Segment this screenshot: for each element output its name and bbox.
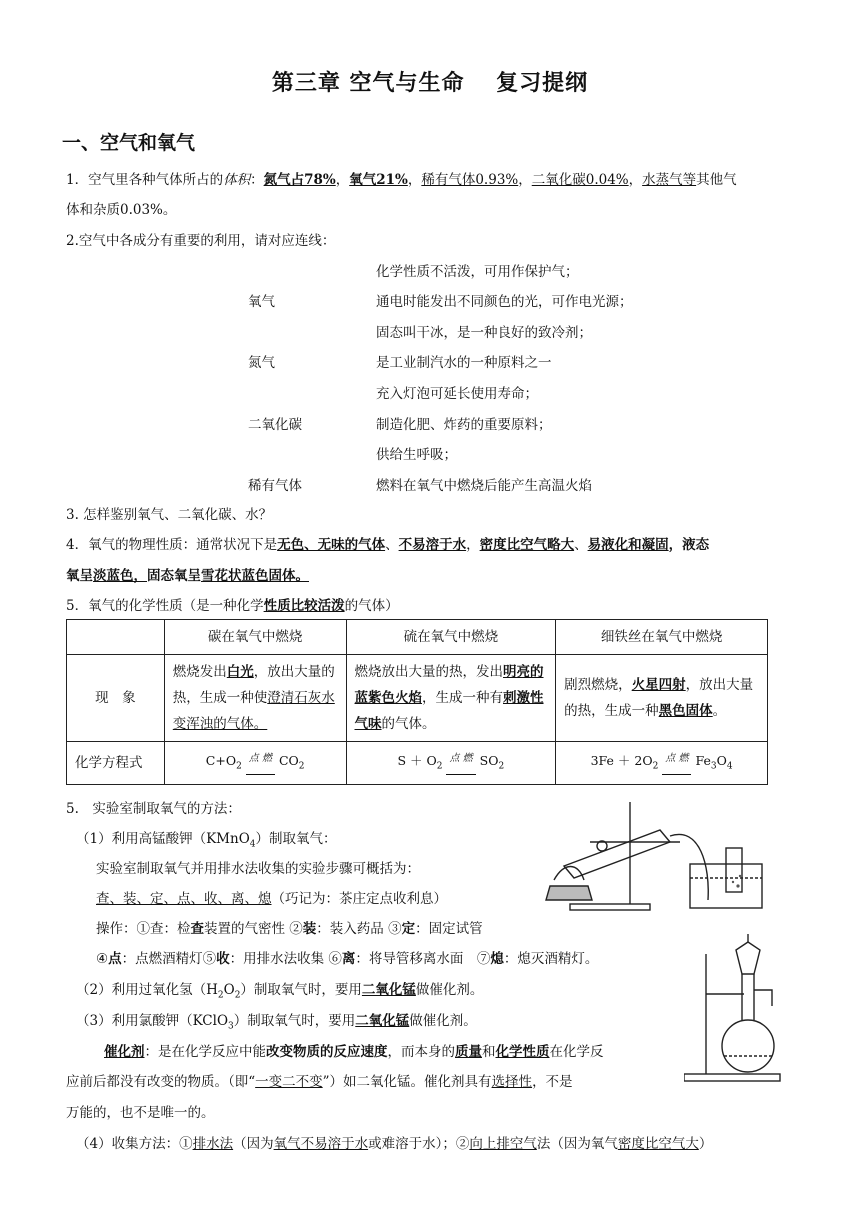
table-header: 细铁丝在氧气中燃烧 [556, 620, 768, 655]
kmno4-apparatus-figure [530, 796, 770, 916]
table-row [67, 655, 768, 742]
table-cell: 燃烧发出白光，放出大量的热，生成一种使澄清石灰水变浑浊的气体。 [164, 655, 346, 742]
match-right-item: 充入灯泡可延长使用寿命； [376, 386, 538, 402]
table-cell: 剧烈燃烧，火星四射，放出大量的热，生成一种黑色固体。 [556, 655, 768, 742]
method-1-steps: 查、装、定、点、收、离、熄（巧记为：茶庄定点收利息） [96, 891, 447, 907]
collection-methods: （4）收集方法：①排水法（因为氧气不易溶于水或难溶于水）；②向上排空气法（因为氧气密度比空气大） [76, 1136, 713, 1152]
table-cell: 燃烧放出大量的热，发出明亮的蓝紫色火焰，生成一种有刺激性气味的气体。 [346, 655, 556, 742]
method-3: （3）利用氯酸钾（KClO$_3$）制取氧气时，要用二氧化锰做催化剂。 [76, 1013, 477, 1032]
match-left-item: 二氧化碳 [248, 417, 302, 433]
equation-sulfur: $S + O_2$ 点 燃 $SO_2$ [346, 742, 556, 785]
match-left-item: 氮气 [248, 355, 275, 371]
section-5-title: 5. 实验室制取氧气的方法： [66, 801, 241, 817]
match-right-item: 化学性质不活泼，可用作保护气； [376, 264, 579, 280]
method-1: （1）利用高锰酸钾（KMnO$_4$）制取氧气： [76, 831, 337, 850]
match-right-item: 供给生呼吸； [376, 447, 457, 463]
method-1-desc: 实验室制取氧气并用排水法收集的实验步骤可概括为： [96, 861, 420, 877]
paragraph-4-line-1: 4．氧气的物理性质：通常状况下是无色、无味的气体、不易溶于水，密度比空气略大、易液化和凝固，液态 [66, 537, 710, 553]
oxygen-reaction-table [66, 619, 768, 785]
paragraph-3: 3. 怎样鉴别氧气、二氧化碳、水？ [66, 507, 273, 523]
row-label: 化学方程式 [67, 742, 165, 785]
paragraph-1-line-1: 1．空气里各种气体所占的体积：氮气占78%，氧气21%，稀有气体0.93%，二氧化碳0.04%，水蒸气等其他气 [66, 172, 737, 188]
h2o2-apparatus-figure [684, 934, 784, 1084]
table-row [67, 742, 768, 785]
catalyst-def-1: 催化剂：是在化学反应中能改变物质的反应速度，而本身的质量和化学性质在化学反 [104, 1044, 604, 1060]
match-left-item: 氧气 [248, 294, 275, 310]
match-right-item: 通电时能发出不同颜色的光，可作电光源； [376, 294, 633, 310]
table-header-row [67, 620, 768, 655]
paragraph-2: 2.空气中各成分有重要的利用，请对应连线： [66, 233, 336, 249]
match-right-item: 固态叫干冰，是一种良好的致冷剂； [376, 325, 592, 341]
equation-carbon: $C+O_2$ 点 燃 $CO_2$ [164, 742, 346, 785]
equation-iron: $3Fe + 2O_2$ 点 燃 $Fe_3O_4$ [556, 742, 768, 785]
match-right-item: 制造化肥、炸药的重要原料； [376, 417, 552, 433]
table-header: 硫在氧气中燃烧 [346, 620, 556, 655]
match-right-item: 燃料在氧气中燃烧后能产生高温火焰 [376, 478, 592, 494]
match-left-item: 稀有气体 [248, 478, 302, 494]
page-title: 第三章 空气与生命 复习提纲 [271, 71, 589, 96]
catalyst-def-3: 万能的，也不是唯一的。 [66, 1105, 215, 1121]
paragraph-5: 5．氧气的化学性质（是一种化学性质比较活泼的气体） [66, 598, 399, 614]
paragraph-4-line-2: 氧呈淡蓝色，固态氧呈雪花状蓝色固体。 [66, 568, 309, 584]
method-1-ops-2: ④点：点燃酒精灯⑤收：用排水法收集 ⑥离：将导管移离水面 ⑦熄：熄灭酒精灯。 [96, 951, 599, 967]
method-1-ops-1: 操作：①查：检查装置的气密性 ②装：装入药品 ③定：固定试管 [96, 921, 483, 937]
method-2: （2）利用过氧化氢$(H_2O_2)$制取氧气时，要用二氧化锰做催化剂。 [76, 982, 484, 1001]
paragraph-1-line-2: 体和杂质0.03%。 [66, 202, 177, 218]
section-heading: 一、空气和氧气 [62, 132, 196, 154]
match-right-item: 是工业制汽水的一种原料之一 [376, 355, 552, 371]
row-label: 现 象 [67, 655, 165, 742]
catalyst-def-2: 应前后都没有改变的物质。（即“一变二不变”）如二氧化锰。催化剂具有选择性，不是 [66, 1074, 573, 1090]
table-header: 碳在氧气中燃烧 [164, 620, 346, 655]
